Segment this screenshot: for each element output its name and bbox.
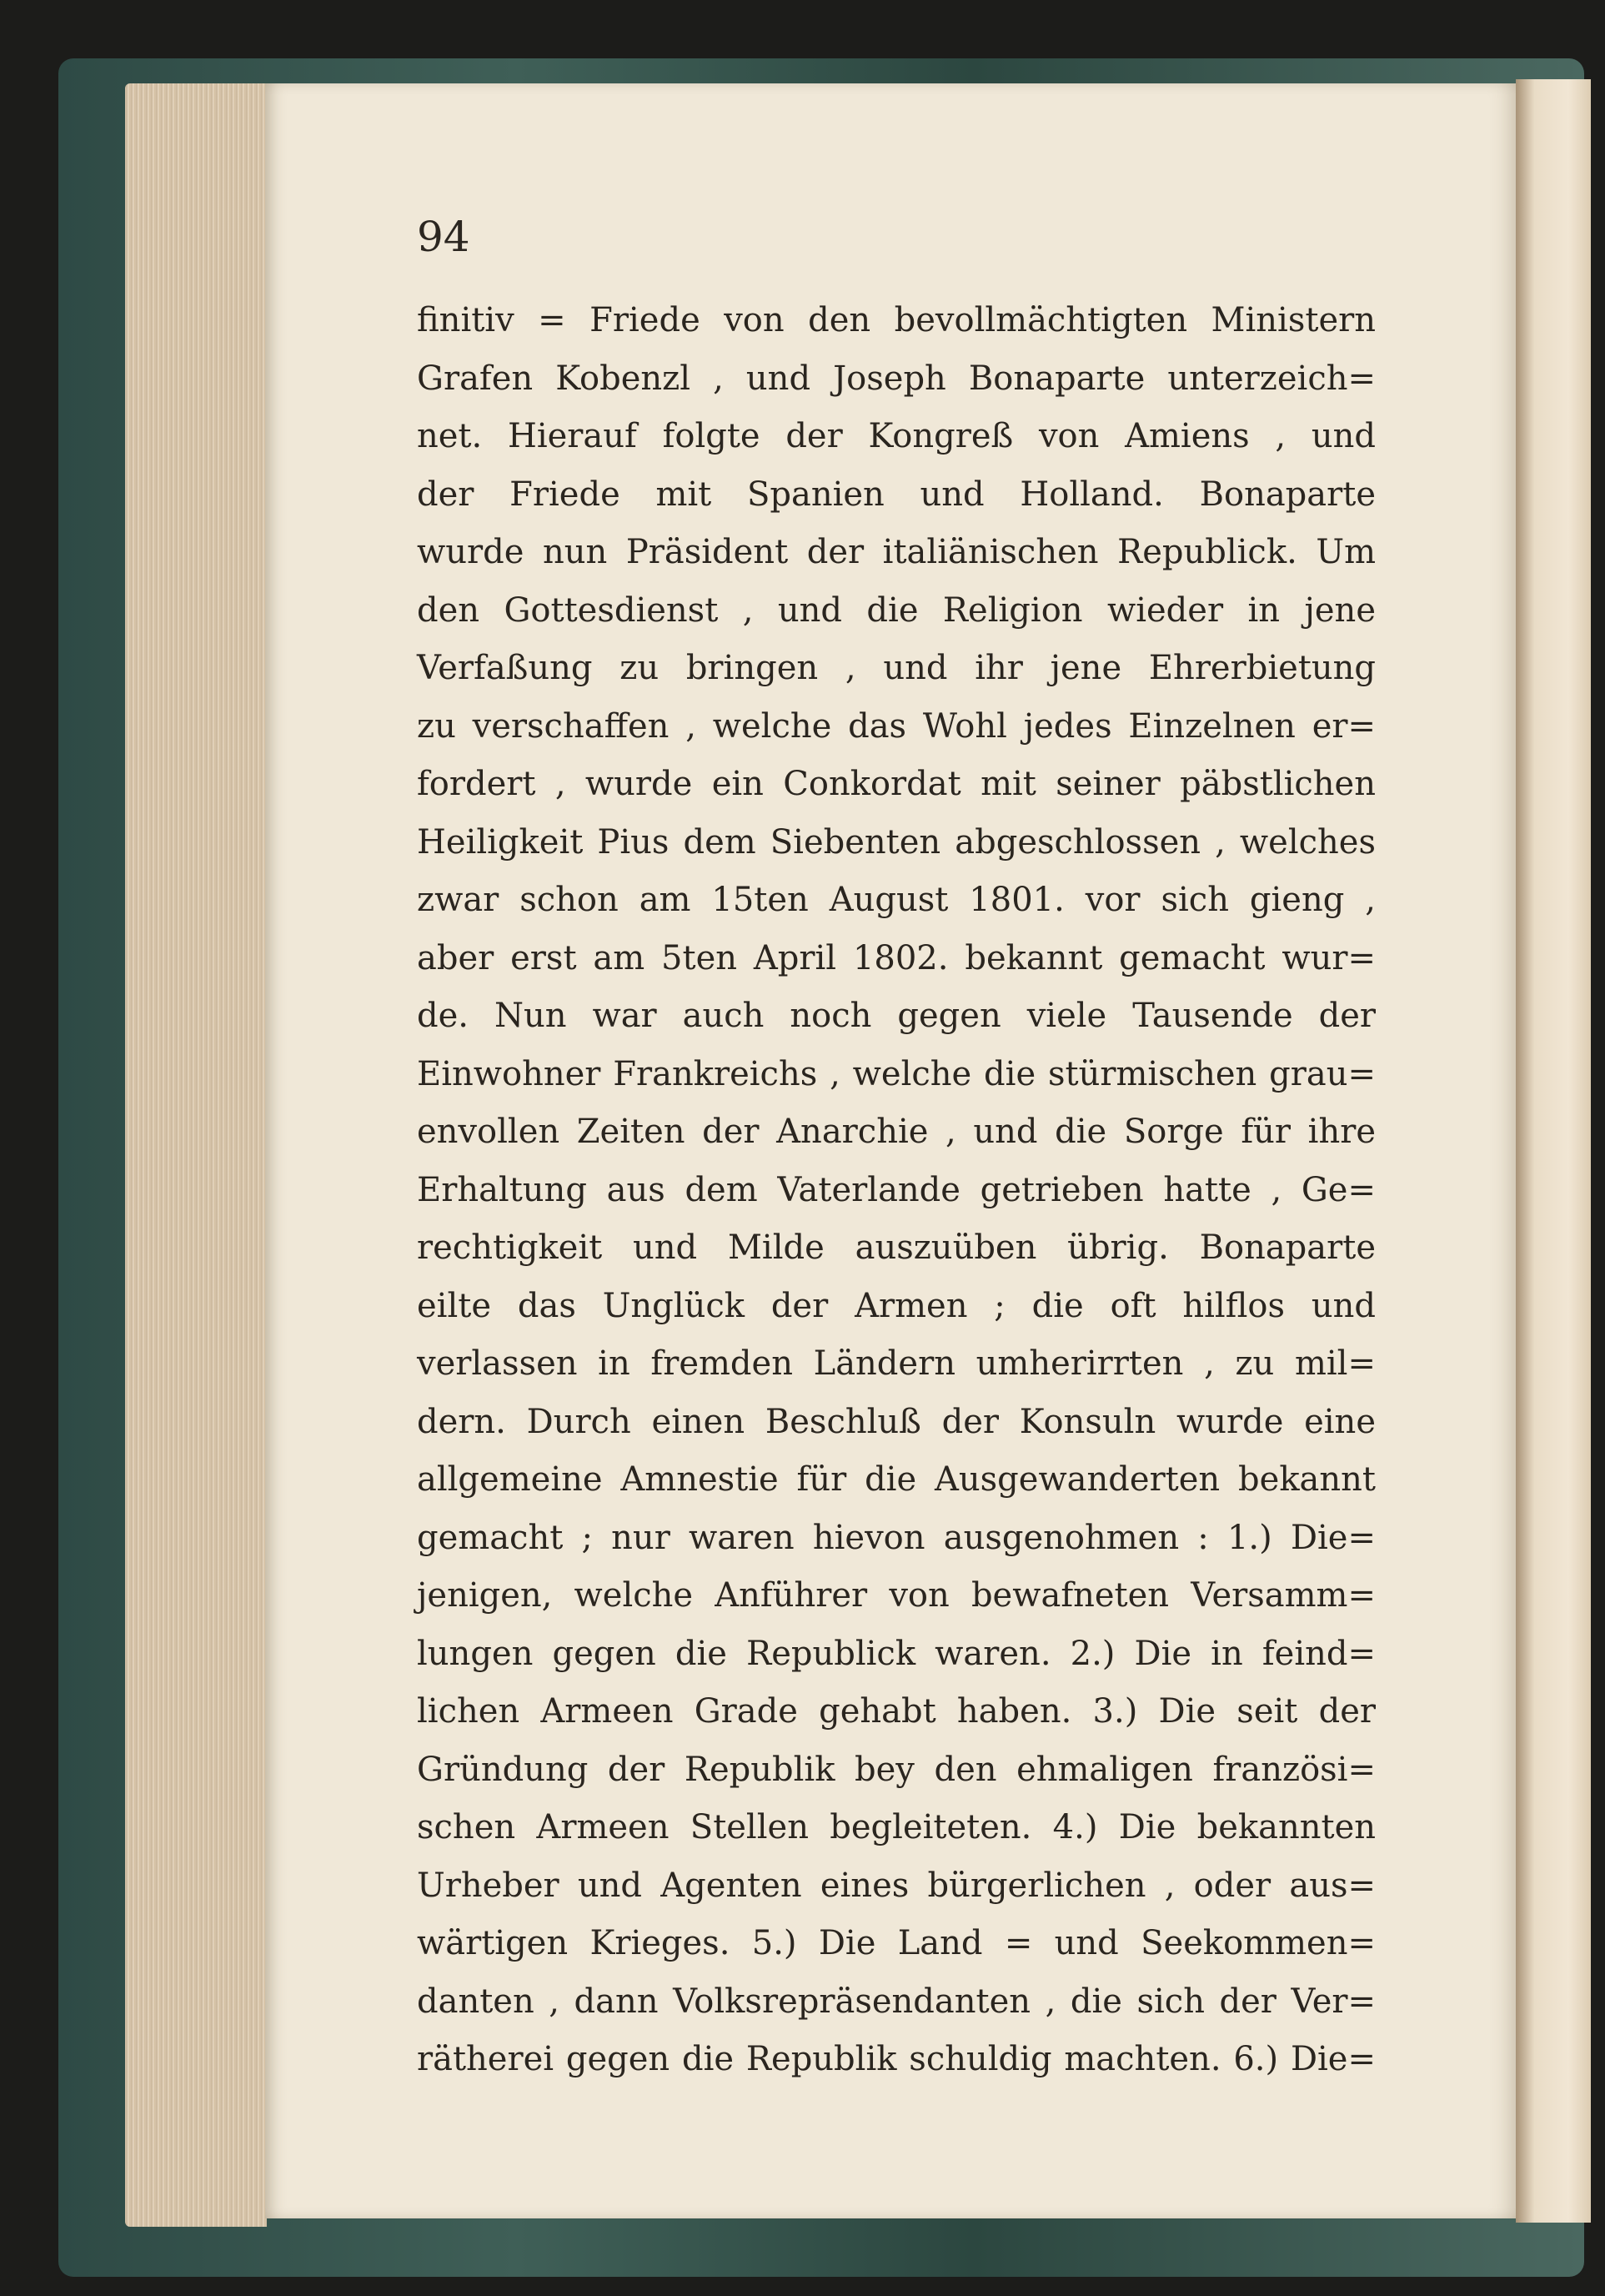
text-line: aber erst am 5ten April 1802. bekannt gemacht wur=	[417, 938, 1376, 977]
text-line: Einwohner Frankreichs , welche die stürmischen grau=	[417, 1054, 1376, 1093]
text-line: allgemeine Amnestie für die Ausgewanderten bekannt	[417, 1460, 1376, 1499]
text-line: zu verschaffen , welche das Wohl jedes Einzelnen er=	[417, 706, 1376, 746]
text-line: jenigen, welche Anführer von bewafneten Versamm=	[417, 1576, 1376, 1615]
text-line: danten , dann Volksrepräsendanten , die sich der Ver=	[417, 1982, 1376, 2021]
page-edges	[125, 83, 267, 2227]
text-line: eilte das Unglück der Armen ; die oft hilflos und	[417, 1286, 1376, 1325]
page-number: 94	[417, 213, 470, 261]
text-line: Grafen Kobenzl , und Joseph Bonaparte unterzeich=	[417, 359, 1376, 398]
text-line: Urheber und Agenten eines bürgerlichen , oder aus=	[417, 1866, 1376, 1905]
text-line: rechtigkeit und Milde auszuüben übrig. Bonaparte	[417, 1228, 1376, 1267]
text-line: lichen Armeen Grade gehabt haben. 3.) Die seit der	[417, 1692, 1376, 1731]
text-line: dern. Durch einen Beschluß der Konsuln wurde eine	[417, 1402, 1376, 1441]
text-line: net. Hierauf folgte der Kongreß von Amiens , und	[417, 417, 1376, 455]
text-line: verlassen in fremden Ländern umherirrten , zu mil=	[417, 1344, 1376, 1383]
text-line: envollen Zeiten der Anarchie , und die Sorge für ihre	[417, 1113, 1376, 1151]
text-line: der Friede mit Spanien und Holland. Bonaparte	[417, 475, 1376, 514]
text-line: lungen gegen die Republick waren. 2.) Die in feind=	[417, 1634, 1376, 1673]
text-line: Erhaltung aus dem Vaterlande getrieben hatte , Ge=	[417, 1170, 1376, 1209]
text-line: wurde nun Präsident der italiänischen Republick. Um	[417, 533, 1376, 571]
text-line: rätherei gegen die Republik schuldig machten. 6.) Die=	[417, 2040, 1376, 2078]
body-text	[417, 292, 1376, 2089]
text-line: zwar schon am 15ten August 1801. vor sich gieng ,	[417, 881, 1376, 919]
text-line: finitiv = Friede von den bevollmächtigten Ministern	[417, 301, 1376, 339]
text-line: gemacht ; nur waren hievon ausgenohmen : 1.) Die=	[417, 1518, 1376, 1557]
text-line: Heiligkeit Pius dem Siebenten abgeschlossen , welches	[417, 822, 1376, 862]
text-line: de. Nun war auch noch gegen viele Tausende der	[417, 997, 1376, 1035]
text-line: den Gottesdienst , und die Religion wieder in jene	[417, 590, 1376, 630]
text-line: fordert , wurde ein Conkordat mit seiner päbstlichen	[417, 765, 1376, 803]
text-line: Gründung der Republik bey den ehmaligen französi=	[417, 1750, 1376, 1789]
text-line: schen Armeen Stellen begleiteten. 4.) Die bekannten	[417, 1808, 1376, 1846]
facing-page-edge	[1516, 79, 1591, 2223]
text-line: wärtigen Krieges. 5.) Die Land = und Seekommen=	[417, 1924, 1376, 1962]
text-line: Verfaßung zu bringen , und ihr jene Ehrerbietung	[417, 649, 1376, 687]
